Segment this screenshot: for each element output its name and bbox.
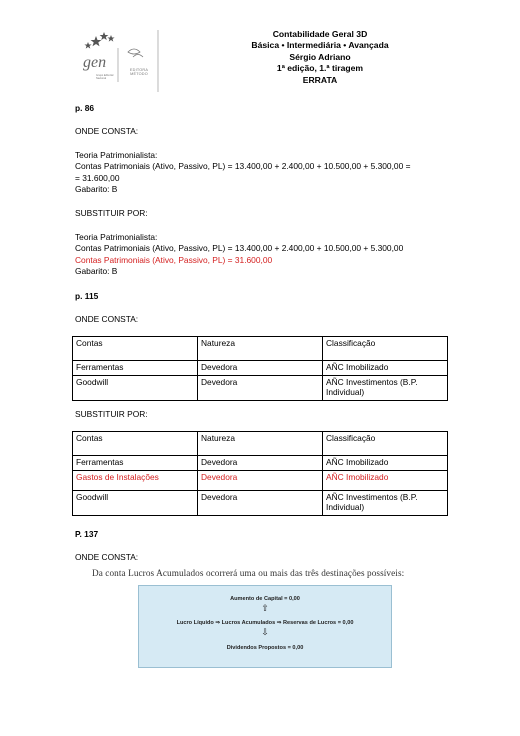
edition-info: 1ª edição, 1.ª tiragem [276,63,364,74]
page-ref-115: p. 115 [75,291,99,301]
publisher-logo [78,30,168,92]
up-arrow-icon: ⇧ [261,603,269,613]
table-header-row [73,337,448,361]
table-row [73,456,448,471]
profit-allocation-diagram [138,585,392,668]
contas-line: Contas Patrimoniais (Ativo, Passivo, PL) = 13.400,00 + 2.400,00 + 10.500,00 + 5.300,00 [75,243,404,254]
table-row [73,361,448,376]
table-cell: Goodwill [73,375,198,400]
substituir-por-label: SUBSTITUIR POR: [75,208,148,218]
table-cell: Devedora [198,456,323,471]
logo-brand: gen [83,54,107,71]
contas-line-continued: = 31.600,00 [75,172,120,183]
teoria-label: Teoria Patrimonialista: [75,232,158,242]
document-header [200,29,440,86]
table-cell: AÑC Imobilizado [323,456,448,471]
table-header-cell: Contas [73,432,198,456]
logo-group-text: Grupo Editorial Nacional [96,74,114,80]
down-arrow-icon: ⇩ [261,627,269,637]
contas-corrected-line: Contas Patrimoniais (Ativo, Passivo, PL) = 31.600,00 [75,254,273,265]
table-cell: Devedora [198,490,323,515]
book-title: Contabilidade Geral 3D [272,29,368,39]
substituir-por-label: SUBSTITUIR POR: [75,409,148,419]
gabarito-text: Gabarito: B [75,183,118,194]
table-cell: Ferramentas [73,456,198,471]
diagram-middle-flow: Lucro Líquido ⇒ Lucros Acumulados ⇒ Reservas de Lucros = 0,00 [176,620,354,626]
teoria-label: Teoria Patrimonialista: [75,150,158,160]
onde-consta-label: ONDE CONSTA: [75,314,139,324]
diagram-bottom-box: Dividendos Propostos = 0,00 [226,645,304,651]
table-header-row [73,432,448,456]
errata-title: ERRATA [302,74,338,85]
table-cell: AÑC Investimentos (B.P. Individual) [323,375,448,400]
table-cell: Gastos de Instalações [73,470,198,490]
table-row [73,375,448,400]
contas-line: Contas Patrimoniais (Ativo, Passivo, PL) = 13.400,00 + 2.400,00 + 10.500,00 + 5.300,00 = [75,161,411,172]
table-cell: Devedora [198,470,323,490]
table-header-cell: Classificação [323,432,448,456]
table-cell: Goodwill [73,490,198,515]
table-row [73,490,448,515]
table-header-cell: Contas [73,337,198,361]
table-cell: Ferramentas [73,361,198,376]
scanned-caption: Da conta Lucros Acumulados ocorrerá uma ou mais das três destinações possíveis: [92,568,405,578]
erratum-original-block [75,150,445,195]
page-ref-86: p. 86 [75,103,95,113]
table-header-cell: Natureza [198,432,323,456]
table-header-cell: Natureza [198,337,323,361]
table-header-cell: Classificação [323,337,448,361]
author-name: Sérgio Adriano [289,51,351,62]
table-cell: AÑC Imobilizado [323,470,448,490]
gabarito-text: Gabarito: B [75,265,118,276]
table-row-corrected [73,470,448,490]
table-cell: AÑC Imobilizado [323,361,448,376]
onde-consta-label: ONDE CONSTA: [75,126,139,136]
page-ref-137: P. 137 [75,529,99,539]
onde-consta-label: ONDE CONSTA: [75,552,139,562]
book-subtitle: Básica • Intermediária • Avançada [251,40,389,51]
diagram-top-box: Aumento de Capital = 0,00 [230,596,300,602]
table-cell: Devedora [198,375,323,400]
accounts-table-corrected [72,431,448,516]
logo-publisher: EDITORA MÉTODO [129,68,149,76]
erratum-correction-block [75,232,445,277]
accounts-table-original [72,336,448,401]
table-cell: AÑC Investimentos (B.P. Individual) [323,490,448,515]
table-cell: Devedora [198,361,323,376]
